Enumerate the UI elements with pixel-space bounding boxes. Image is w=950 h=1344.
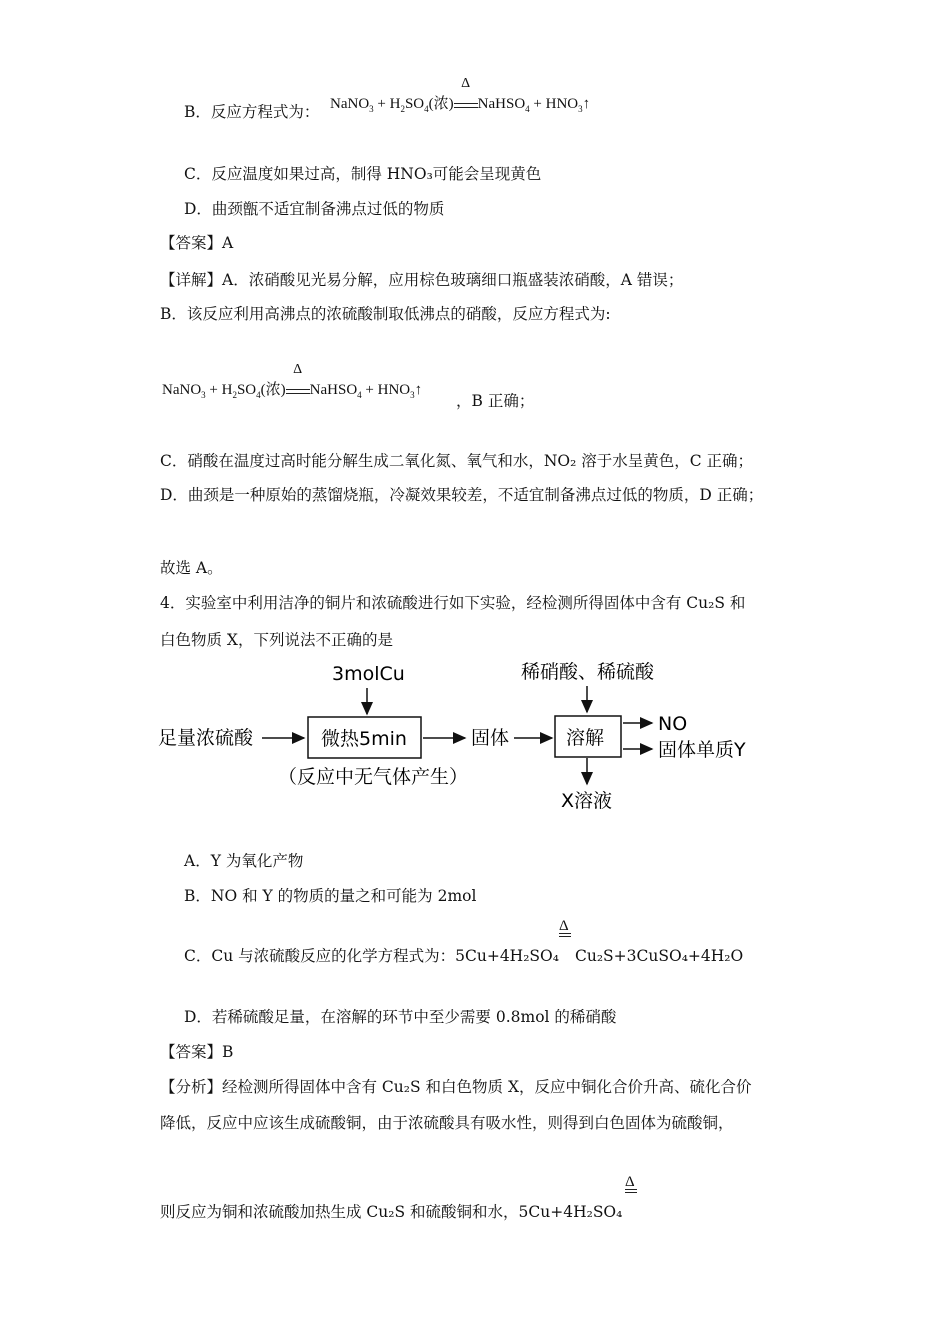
q4-analysis-line3: 则反应为铜和浓硫酸加热生成 Cu₂S 和硫酸铜和水，5Cu+4H₂SO₄ [160, 1203, 623, 1221]
q3-explain-a: 【详解】A．浓硝酸见光易分解，应用棕色玻璃细口瓶盛装浓硝酸，A 错误； [160, 271, 684, 289]
q4-option-a: A．Y 为氧化产物 [184, 852, 304, 870]
q4-stem-line1: 4．实验室中利用洁净的铜片和浓硫酸进行如下实验，经检测所得固体中含有 Cu₂S 和 [160, 594, 746, 612]
diagram-input-top: 3molCu [332, 663, 405, 685]
q4-option-c-suffix: Cu₂S+3CuSO₄+4H₂O [575, 947, 744, 965]
q3-conclusion: 故选 A。 [160, 559, 223, 577]
q3-answer: 【答案】A [160, 234, 234, 252]
q3-option-d: D．曲颈甑不适宜制备沸点过低的物质 [184, 200, 445, 218]
diagram-box-heat-label: 微热5min [321, 728, 407, 750]
q4-analysis-line1: 【分析】经检测所得固体中含有 Cu₂S 和白色物质 X，反应中铜化合价升高、硫化合价 [160, 1078, 752, 1096]
diagram-input-left: 足量浓硫酸 [158, 727, 254, 749]
diagram-mid-solid: 固体 [471, 727, 510, 749]
q3-explain-d: D．曲颈是一种原始的蒸馏烧瓶，冷凝效果较差，不适宜制备沸点过低的物质，D 正确； [160, 486, 764, 504]
q4-stem-line2: 白色物质 X，下列说法不正确的是 [160, 631, 393, 649]
q3-explain-b-suffix: ，B 正确； [456, 392, 535, 410]
diagram-input-top2: 稀硝酸、稀硫酸 [521, 661, 655, 683]
q3-option-b-label: B．反应方程式为： [184, 103, 320, 121]
q4-flow-diagram [150, 650, 790, 820]
diagram-box-dissolve-label: 溶解 [566, 727, 605, 749]
q4-option-c-prefix: C．Cu 与浓硫酸反应的化学方程式为：5Cu+4H₂SO₄ [184, 947, 559, 965]
q3-option-c: C．反应温度如果过高，制得 HNO₃可能会呈现黄色 [184, 165, 542, 183]
q4-option-d: D．若稀硫酸足量，在溶解的环节中至少需要 0.8mol 的稀硝酸 [184, 1008, 617, 1026]
diagram-out-x-solution: X溶液 [561, 790, 613, 812]
q3-explain-b-equation: NaNO$_3$ + $H_2SO_4$(浓) Δ NaHSO$_4$ + $HNO_3↑$ [162, 362, 423, 400]
q4-analysis-delta: Δ [625, 1174, 637, 1193]
q4-answer: 【答案】B [160, 1043, 234, 1061]
diagram-out-solid-y: 固体单质Y [658, 739, 746, 761]
q3-explain-c: C．硝酸在温度过高时能分解生成二氧化氮、氧气和水，NO₂ 溶于水呈黄色，C 正确； [160, 452, 754, 470]
diagram-out-no: NO [658, 713, 688, 735]
q3-option-b-equation: NaNO$_3$ + $H_2SO_4$(浓) Δ NaHSO$_4$ + $HNO_3↑$ [330, 76, 591, 114]
q3-explain-b: B．该反应利用高沸点的浓硫酸制取低沸点的硝酸，反应方程式为: [160, 305, 611, 323]
q4-option-c-delta: Δ [559, 918, 571, 937]
q4-option-b: B．NO 和 Y 的物质的量之和可能为 2mol [184, 887, 477, 905]
diagram-box-heat-note: （反应中无气体产生） [278, 766, 469, 788]
q4-analysis-line2: 降低，反应中应该生成硫酸铜，由于浓硫酸具有吸水性，则得到白色固体为硫酸铜， [160, 1114, 734, 1132]
